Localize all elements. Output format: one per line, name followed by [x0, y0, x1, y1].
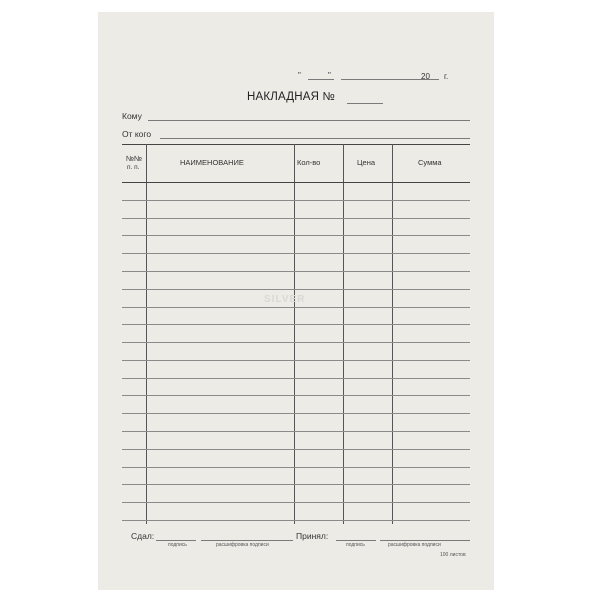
from-label: От кого [122, 129, 152, 139]
table-row [122, 218, 470, 219]
gave-decoding-line [201, 540, 293, 541]
table-header-border [122, 182, 470, 183]
col-header-number-sub: п. п. [127, 164, 140, 171]
received-signature-line [336, 540, 376, 541]
gave-label: Сдал: [131, 531, 155, 541]
col-header-number: №№ [126, 154, 143, 163]
watermark-logo: SILVER [264, 294, 306, 305]
table-row [122, 431, 470, 432]
table-row [122, 360, 470, 361]
table-row [122, 289, 470, 290]
table-row [122, 467, 470, 468]
date-year-line [431, 79, 439, 80]
date-quote-open: " [298, 71, 301, 80]
col-header-name: НАИМЕНОВАНИЕ [180, 158, 244, 167]
received-label: Принял: [296, 531, 329, 541]
date-quote-close: " [328, 71, 331, 80]
sheet-count: 100 листов [440, 552, 466, 558]
received-decoding-caption: расшифровка подписи [388, 542, 441, 548]
table-row [122, 484, 470, 485]
date-year-suffix: г. [444, 72, 449, 81]
col-header-price: Цена [357, 158, 376, 167]
date-year-prefix: 20 [421, 72, 430, 81]
gave-decoding-caption: расшифровка подписи [216, 542, 269, 548]
from-line [160, 138, 470, 139]
invoice-number-line [347, 103, 383, 104]
col-header-sum: Сумма [418, 158, 442, 167]
table-row [122, 342, 470, 343]
gave-signature-line [156, 540, 196, 541]
table-row [122, 271, 470, 272]
table-row [122, 502, 470, 503]
gave-signature-caption: подпись [168, 542, 187, 548]
table-row [122, 235, 470, 236]
to-label: Кому [122, 111, 142, 121]
col-header-qty: Кол-во [297, 158, 321, 167]
invoice-form-sheet [98, 12, 494, 590]
table-row [122, 413, 470, 414]
table-row [122, 324, 470, 325]
table-row [122, 200, 470, 201]
table-row [122, 520, 470, 521]
received-decoding-line [380, 540, 470, 541]
table-row [122, 449, 470, 450]
table-row [122, 378, 470, 379]
table-top-border [122, 144, 470, 145]
received-signature-caption: подпись [346, 542, 365, 548]
table-row [122, 395, 470, 396]
form-title: НАКЛАДНАЯ № [247, 91, 336, 103]
table-row [122, 253, 470, 254]
table-row [122, 307, 470, 308]
to-line [148, 120, 470, 121]
